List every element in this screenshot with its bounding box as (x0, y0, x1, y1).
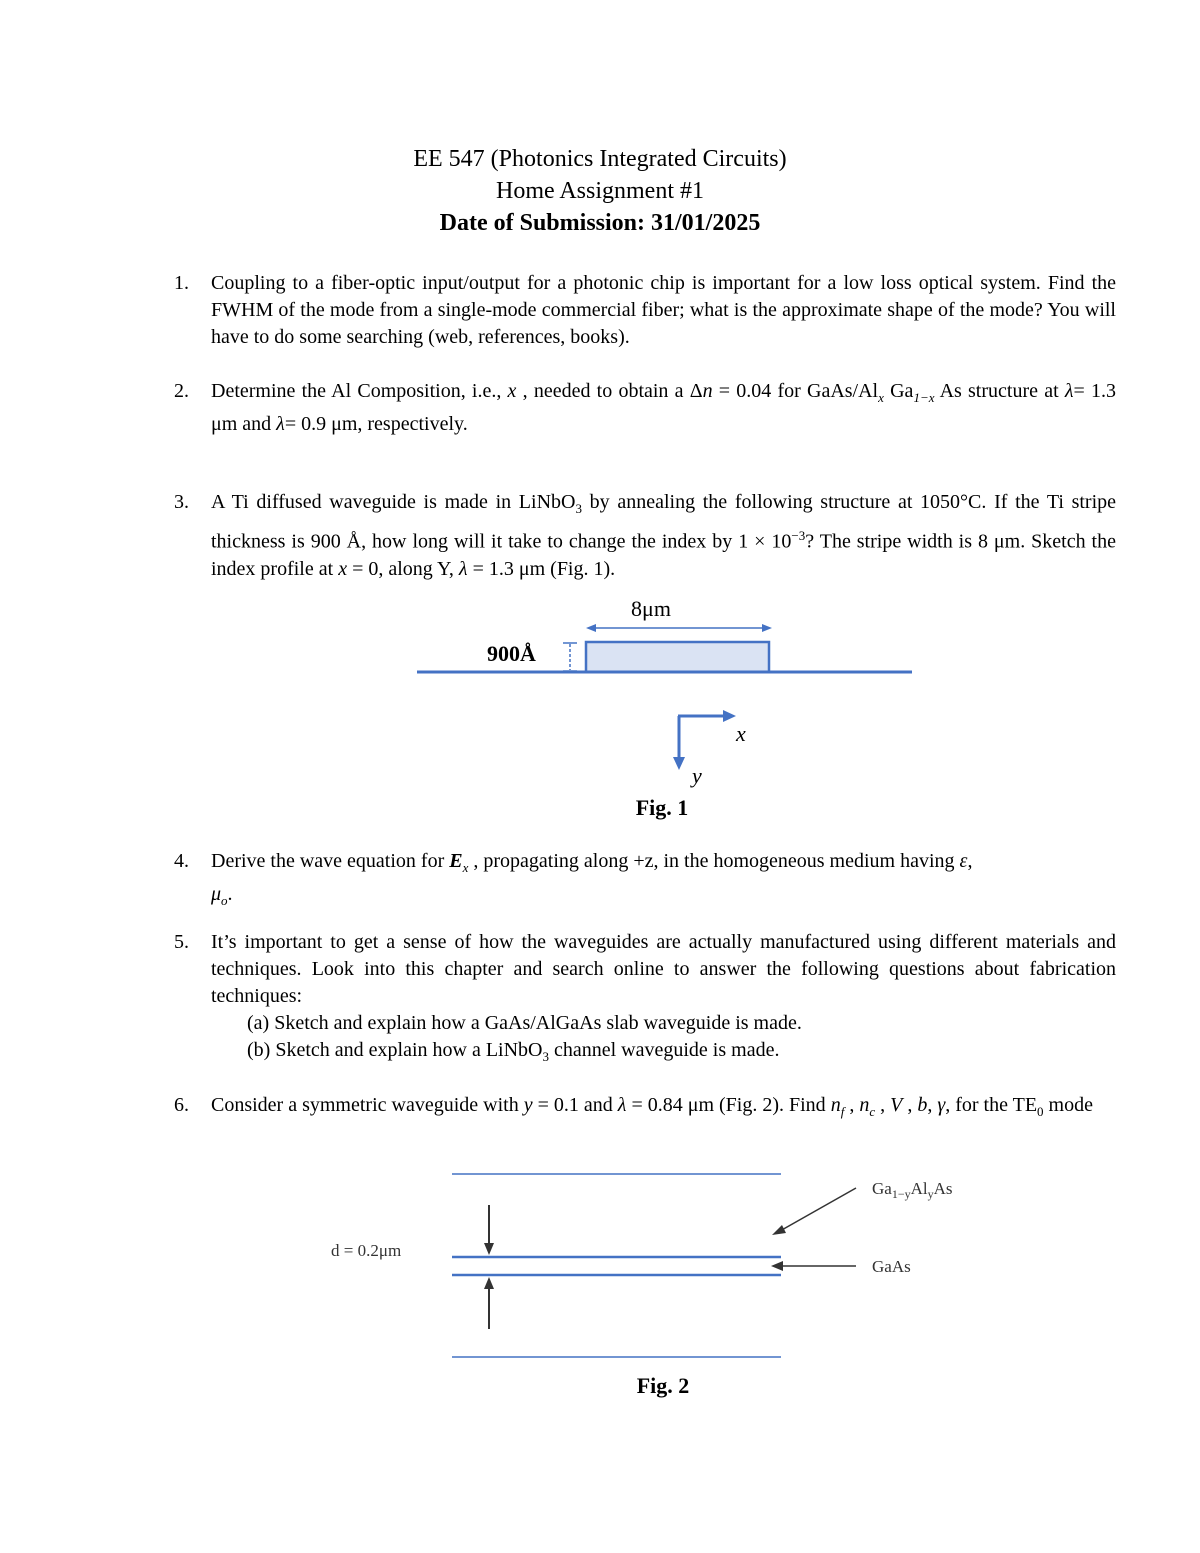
fig2-cladding-pointer (780, 1188, 856, 1231)
question-number: 1. (174, 272, 189, 294)
question-5b: (b) Sketch and explain how a LiNbO$_3$ channel waveguide is made. (247, 1039, 780, 1064)
fig1-x-label: x (736, 721, 746, 746)
fig2-caption: Fig. 2 (636, 1373, 690, 1398)
fig2-d-label: d = 0.2μm (331, 1241, 402, 1260)
question-number: 4. (174, 850, 189, 872)
question-number: 2. (174, 380, 189, 402)
question-text: Consider a symmetric waveguide with y = 0.1 and λ = 0.84 μm (Fig. 2). Find $n_f$ , $n_c$ , V , b, γ, for the $TE_0$ mode (211, 1094, 1093, 1119)
fig2-core-label: GaAs (872, 1257, 911, 1276)
question-number: 3. (174, 491, 189, 513)
question-number: 6. (174, 1094, 189, 1116)
fig2-cladding-label: $Ga_{1-y}Al_yAs$ (872, 1179, 953, 1201)
fig1-caption: Fig. 1 (635, 795, 689, 820)
fig1-thickness-label: 900Å (487, 641, 536, 666)
question-text: Coupling to a fiber-optic input/output for a photonic chip is important for a low loss optical system. Find the FWHM of the mode from a single-mode commercial fiber; what is the approximate shape of the mode? You will have to do some searching (web, references, books). (211, 272, 1116, 348)
question-text: Derive the wave equation for $E_x$ , propagating along +z, in the homogeneous medium having ε, $\mu_o$. (211, 850, 973, 908)
fig1-y-label: y (692, 763, 702, 788)
fig1-width-label: 8μm (631, 596, 671, 621)
submission-date: Date of Submission: 31/01/2025 (439, 210, 761, 236)
question-text: A Ti diffused waveguide is made in LiNbO$_3$ by annealing the following structure at 1050°C. If the Ti stripe thickness is 900 Å, how long will it take to change the index by $1 \times 10^{-3}$? The stripe width is 8 μm. Sketch the index profile at x = 0, along Y, λ = 1.3 μm (Fig. 1). (211, 491, 1116, 580)
question-text: Determine the Al Composition, i.e., x , needed to obtain a Δn = 0.04 for GaAs/$Al_x$ $Ga_{1-x}$ As structure at λ= 1.3 μm and λ= 0.9 μm, respectively. (211, 380, 1117, 435)
question-number: 5. (174, 931, 189, 953)
assignment-title: Home Assignment #1 (496, 178, 704, 204)
question-text: It’s important to get a sense of how the waveguides are actually manufactured using different materials and techniques. Look into this chapter and search online to answer the following questions about fabrication techniques: (a) Sketch and explain how a GaAs/AlGaAs slab waveguide is made. (b) Sketch and explain how a LiNbO$_3$ channel waveguide is made. (211, 929, 1116, 1070)
course-title: EE 547 (Photonics Integrated Circuits) (413, 146, 787, 172)
question-5a: (a) Sketch and explain how a GaAs/AlGaAs slab waveguide is made. (247, 1012, 802, 1034)
